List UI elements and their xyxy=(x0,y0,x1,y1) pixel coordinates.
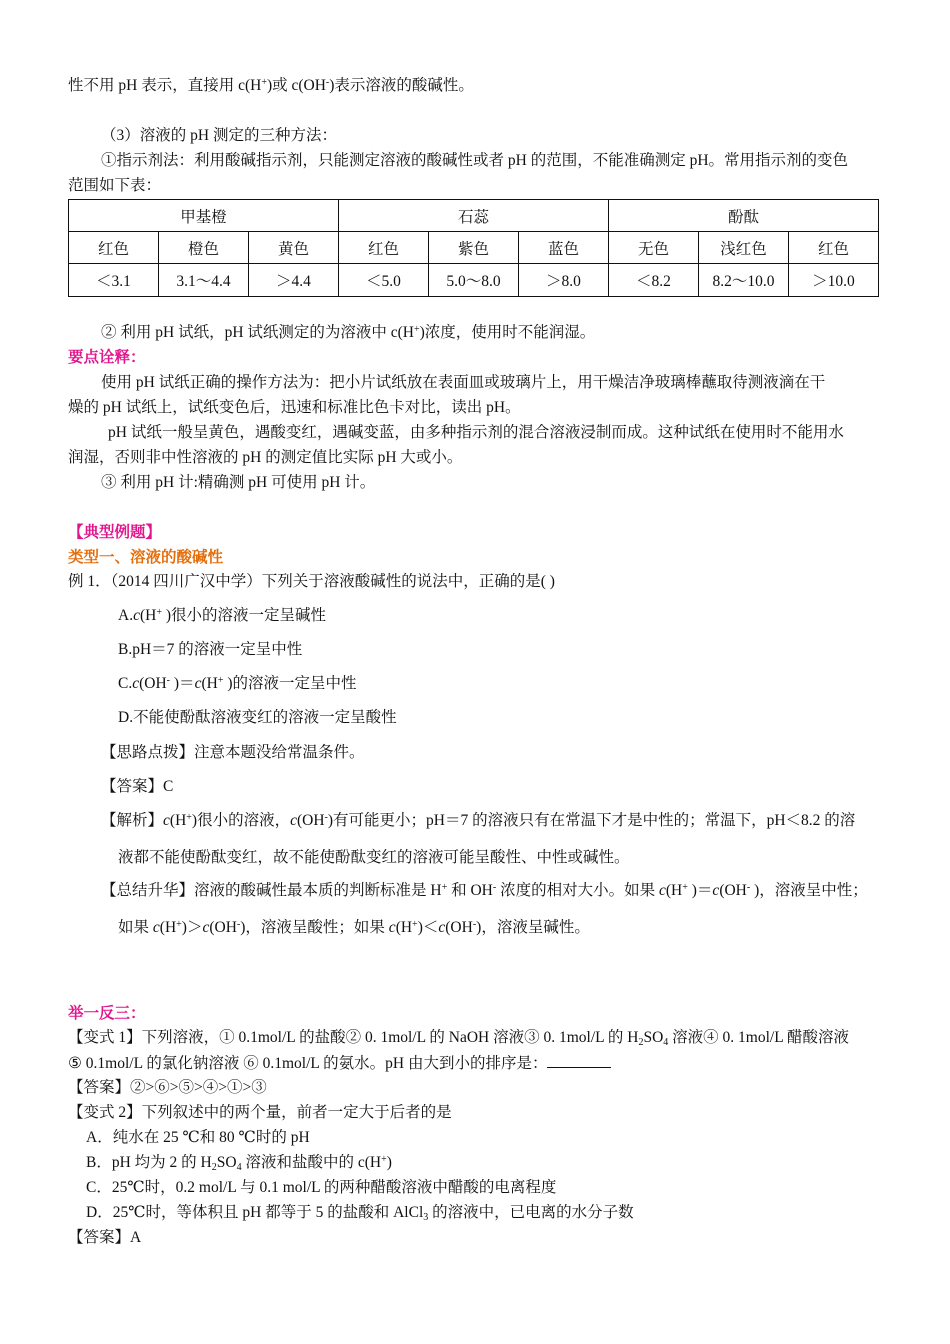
key-points-label: 要点诠释： xyxy=(68,349,146,366)
variant2-option-b: B．pH 均为 2 的 $H_2SO_4$ 溶液和盐酸中的 c(H+) xyxy=(86,1154,392,1173)
example1-summary-line2: 如果 c(H+)＞c(OH-)，溶液呈酸性；如果 c(H+)＜c(OH-)，溶液呈碱性。 xyxy=(118,919,590,936)
color-cell: 红色 xyxy=(69,232,159,264)
indicator-name: 酚酞 xyxy=(609,200,879,232)
variant1-line2: ⑤ 0.1mol/L 的氯化钠溶液 ⑥ 0.1mol/L 的氨水。pH 由大到小的排序是： xyxy=(68,1053,611,1074)
example1-analysis-line1: 【解析】c(H+)很小的溶液，c(OH-)有可能更小；pH＝7 的溶液只有在常温下才是中性的；常温下，pH＜8.2 的溶 xyxy=(101,812,856,829)
variant2-stem: 【变式 2】下列叙述中的两个量，前者一定大于后者的是 xyxy=(68,1104,452,1121)
color-cell: 蓝色 xyxy=(519,232,609,264)
color-cell: 无色 xyxy=(609,232,699,264)
examples-heading: 【典型例题】 xyxy=(68,524,162,541)
example1-hint: 【思路点拨】注意本题没给常温条件。 xyxy=(101,744,365,761)
color-cell: 浅红色 xyxy=(699,232,789,264)
answer-blank xyxy=(547,1053,611,1068)
example1-answer: 【答案】C xyxy=(101,778,174,795)
example1-option-d: D.不能使酚酞溶液变红的溶液一定呈酸性 xyxy=(118,709,397,726)
range-cell: 3.1～4.4 xyxy=(159,264,249,297)
variant1-answer: 【答案】②>⑥>⑤>④>①>③ xyxy=(68,1079,267,1096)
variant2-option-c: C．25℃时，0.2 mol/L 与 0.1 mol/L 的两种醋酸溶液中醋酸的电离程度 xyxy=(86,1179,557,1196)
example1-option-b: B.pH＝7 的溶液一定呈中性 xyxy=(118,641,303,658)
key-p2-line2: 润湿，否则非中性溶液的 pH 的测定值比实际 pH 大或小。 xyxy=(68,449,463,466)
range-cell: ＜3.1 xyxy=(69,264,159,297)
intro-line: 性不用 pH 表示，直接用 c(H+)或 c(OH-)表示溶液的酸碱性。 xyxy=(68,77,474,94)
color-cell: 红色 xyxy=(789,232,879,264)
method3-line: ③ 利用 pH 计:精确测 pH 可使用 pH 计。 xyxy=(101,474,376,491)
type1-heading: 类型一、溶液的酸碱性 xyxy=(68,549,224,566)
variant1-line1: 【变式 1】下列溶液，① 0.1mol/L 的盐酸② 0. 1mol/L 的 NaOH 溶液③ 0. 1mol/L 的 $H_2SO_4$ 溶液④ 0. 1mol/L 醋酸溶液 xyxy=(68,1029,849,1048)
range-cell: 8.2～10.0 xyxy=(699,264,789,297)
range-cell: ＞8.0 xyxy=(519,264,609,297)
color-cell: 红色 xyxy=(339,232,429,264)
method1-line1: ①指示剂法：利用酸碱指示剂，只能测定溶液的酸碱性或者 pH 的范围，不能准确测定 pH。常用指示剂的变色 xyxy=(101,152,849,169)
key-p2-line1: pH 试纸一般呈黄色，遇酸变红，遇碱变蓝，由多种指示剂的混合溶液浸制而成。这种试纸在使用时不能用水 xyxy=(108,424,844,441)
example1-option-c: C.c(OH- )＝c(H+ )的溶液一定呈中性 xyxy=(118,675,357,692)
color-cell: 紫色 xyxy=(429,232,519,264)
example1-option-a: A.c(H+ )很小的溶液一定呈碱性 xyxy=(118,607,327,624)
range-cell: ＞10.0 xyxy=(789,264,879,297)
methods-heading: （3）溶液的 pH 测定的三种方法： xyxy=(101,127,337,144)
variant2-option-a: A．纯水在 25 ℃和 80 ℃时的 pH xyxy=(86,1129,310,1146)
practice-label: 举一反三： xyxy=(68,1005,146,1022)
color-cell: 橙色 xyxy=(159,232,249,264)
indicator-table xyxy=(68,199,879,297)
example1-analysis-line2: 液都不能使酚酞变红，故不能使酚酞变红的溶液可能呈酸性、中性或碱性。 xyxy=(118,849,630,866)
key-p1-line1: 使用 pH 试纸正确的操作方法为：把小片试纸放在表面皿或玻璃片上，用干燥洁净玻璃棒蘸取待测液滴在干 xyxy=(101,374,826,391)
color-cell: 黄色 xyxy=(249,232,339,264)
example1-summary-line1: 【总结升华】溶液的酸碱性最本质的判断标准是 H+ 和 OH- 浓度的相对大小。如果 c(H+ )＝c(OH- )，溶液呈中性； xyxy=(101,882,868,899)
method2-line: ② 利用 pH 试纸，pH 试纸测定的为溶液中 c(H+)浓度，使用时不能润湿。 xyxy=(101,324,596,341)
indicator-name: 甲基橙 xyxy=(69,200,339,232)
range-cell: ＜5.0 xyxy=(339,264,429,297)
indicator-name: 石蕊 xyxy=(339,200,609,232)
example1-stem: 例 1．（2014 四川广汉中学）下列关于溶液酸碱性的说法中，正确的是( ) xyxy=(68,573,555,590)
method1-line2: 范围如下表： xyxy=(68,177,162,194)
range-cell: ＞4.4 xyxy=(249,264,339,297)
key-p1-line2: 燥的 pH 试纸上，试纸变色后，迅速和标准比色卡对比，读出 pH。 xyxy=(68,399,521,416)
variant2-answer: 【答案】A xyxy=(68,1229,142,1246)
range-cell: 5.0～8.0 xyxy=(429,264,519,297)
variant2-option-d: D．25℃时，等体积且 pH 都等于 5 的盐酸和 AlCl$_3$ 的溶液中，已电离的水分子数 xyxy=(86,1204,634,1223)
range-cell: ＜8.2 xyxy=(609,264,699,297)
